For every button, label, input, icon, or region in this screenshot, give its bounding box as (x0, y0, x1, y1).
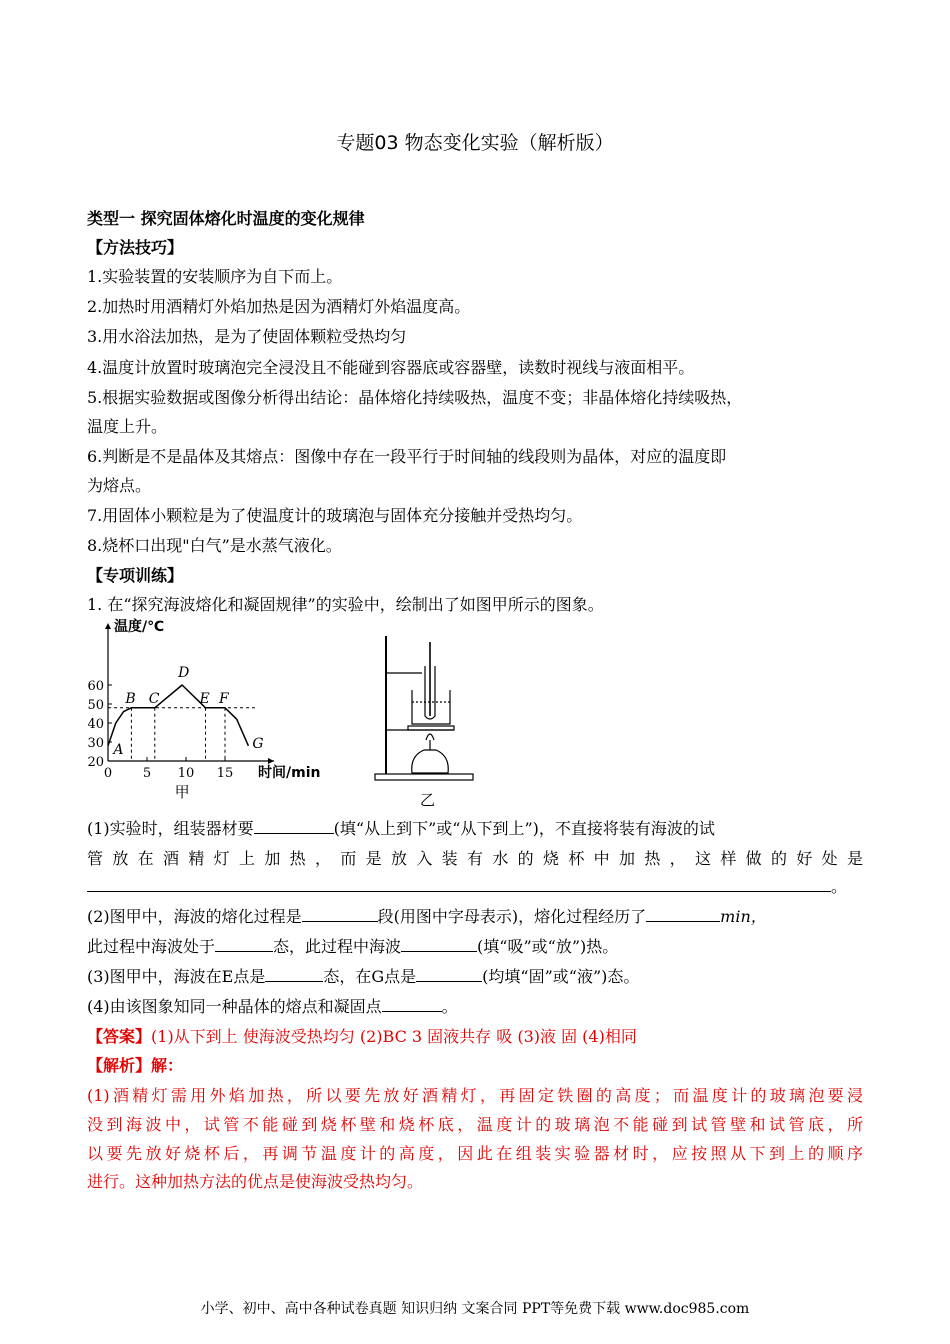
x-tick-label: 0 (103, 766, 113, 781)
tip-line: 5.根据实验数据或图像分析得出结论：晶体熔化持续吸热，温度不变；非晶体熔化持续吸热， (87, 388, 743, 407)
tip-line: 7.用固体小颗粒是为了使温度计的玻璃泡与固体充分接触并受热均匀。 (87, 506, 583, 525)
q2-line2-a: 此过程中海波处于 (87, 937, 216, 956)
q2-line2-b: 态，此过程中海波 (273, 937, 402, 956)
q1-blank-2[interactable] (87, 877, 831, 892)
x-tick-label: 10 (177, 766, 195, 781)
tip-line: 8.烧杯口出现"白气”是水蒸气液化。 (87, 536, 342, 555)
tip-line: 温度上升。 (87, 417, 168, 436)
melting-chart (84, 617, 364, 807)
y-tick-label: 50 (87, 698, 104, 713)
tip-line: 为熔点。 (87, 476, 152, 495)
apparatus-caption: 乙 (420, 791, 436, 809)
type-heading: 类型一 探究固体熔化时温度的变化规律 (87, 209, 365, 228)
q3-text-a: (3)图甲中，海波在E点是 (87, 967, 266, 986)
q2-blank-4[interactable] (401, 937, 477, 952)
answer-text: (1)从下到上 使海波受热均匀 (2)BC 3 固液共存 吸 (3)液 固 (4)相同 (151, 1027, 637, 1046)
analysis-label: 【解析】解： (87, 1056, 184, 1075)
apparatus-figure (372, 628, 482, 808)
q1-blank-1[interactable] (254, 819, 334, 834)
answer-line (87, 1024, 637, 1047)
point-label-d: D (178, 665, 190, 681)
q2-blank-2[interactable] (646, 907, 720, 922)
point-label-b: B (125, 690, 136, 707)
tip-line: 6.判断是不是晶体及其熔点：图像中存在一段平行于时间轴的线段则为晶体，对应的温度即 (87, 447, 727, 466)
q1-line1 (87, 816, 715, 839)
point-label-f: F (219, 690, 229, 707)
q2-blank-1[interactable] (302, 907, 378, 922)
analysis-line: (1)酒精灯需用外焰加热，所以要先放好酒精灯，再固定铁圈的高度；而温度计的玻璃泡要浸 (87, 1086, 863, 1105)
y-axis-label: 温度/℃ (114, 619, 165, 635)
point-label-g: G (252, 735, 264, 752)
tip-line: 4.温度计放置时玻璃泡完全浸没且不能碰到容器底或容器壁，读数时视线与液面相平。 (87, 358, 695, 377)
q2-text-c: min， (720, 907, 767, 926)
y-tick-label: 20 (87, 755, 104, 770)
q2-text-b: 段(用图中字母表示)，熔化过程经历了 (377, 907, 647, 926)
point-label-c: C (148, 690, 160, 707)
q1-text-b: (填“从上到下”或“从下到上”)，不直接将装有海波的试 (333, 819, 715, 838)
analysis-line: 进行。这种加热方法的优点是使海波受热均匀。 (87, 1172, 424, 1191)
x-tick-label: 15 (216, 766, 234, 781)
flame-icon (426, 734, 434, 740)
point-label-e: E (199, 690, 210, 707)
q3-line (87, 964, 639, 987)
answer-label: 【答案】 (87, 1027, 152, 1046)
method-heading: 【方法技巧】 (87, 238, 184, 257)
y-tick-label: 30 (87, 736, 104, 751)
page-title: 专题03 物态变化实验（解析版） (336, 132, 614, 154)
training-heading: 【专项训练】 (87, 566, 184, 585)
q4-blank[interactable] (382, 997, 442, 1012)
x-tick-label: 5 (142, 766, 152, 781)
alcohol-lamp (412, 750, 449, 773)
page-footer: 小学、初中、高中各种试卷真题 知识归纳 文案合同 PPT等免费下载 www.doc985.com (200, 1301, 750, 1317)
q3-blank-1[interactable] (265, 967, 323, 982)
q2-text-a: (2)图甲中，海波的熔化过程是 (87, 907, 302, 926)
q2-line2 (87, 934, 618, 957)
q4-line (87, 994, 458, 1017)
analysis-line: 以要先放好烧杯后，再调节温度计的高度，因此在组装实验器材时，应按照从下到上的顺序 (87, 1144, 863, 1163)
analysis-line: 没到海波中，试管不能碰到烧杯壁和烧杯底，温度计的玻璃泡不能碰到试管壁和试管底，所 (87, 1115, 863, 1134)
q4-text-b: 。 (441, 997, 458, 1016)
q4-text-a: (4)由该图象知同一种晶体的熔点和凝固点 (87, 997, 382, 1016)
y-tick-label: 40 (87, 717, 104, 732)
q3-text-b: 态，在G点是 (323, 967, 417, 986)
q1-end: 。 (831, 877, 848, 896)
q1-line2: 管放在酒精灯上加热，而是放入装有水的烧杯中加热，这样做的好处是 (87, 849, 863, 868)
q3-text-c: (均填“固”或“液”)态。 (482, 967, 640, 986)
q2-line1 (87, 904, 767, 927)
tip-line: 2.加热时用酒精灯外焰加热是因为酒精灯外焰温度高。 (87, 297, 471, 316)
tip-line: 1.实验装置的安装顺序为自下而上。 (87, 267, 343, 286)
y-axis-arrow (105, 623, 111, 629)
wire-gauze (408, 726, 454, 730)
y-tick-label: 60 (87, 679, 104, 694)
q2-blank-3[interactable] (215, 937, 273, 952)
x-axis-arrow (268, 758, 274, 764)
point-label-a: A (113, 741, 124, 758)
q1-line3 (87, 874, 847, 897)
chart-caption: 甲 (174, 783, 190, 801)
question-intro: 1. 在“探究海波熔化和凝固规律”的实验中，绘制出了如图甲所示的图象。 (87, 595, 604, 614)
q1-text-a: (1)实验时，组装器材要 (87, 819, 254, 838)
stand-base (375, 774, 473, 780)
x-axis-label: 时间/min (258, 765, 321, 781)
tip-line: 3.用水浴法加热，是为了使固体颗粒受热均匀 (87, 327, 407, 346)
q2-line2-c: (填“吸”或“放”)热。 (477, 937, 619, 956)
q3-blank-2[interactable] (416, 967, 482, 982)
